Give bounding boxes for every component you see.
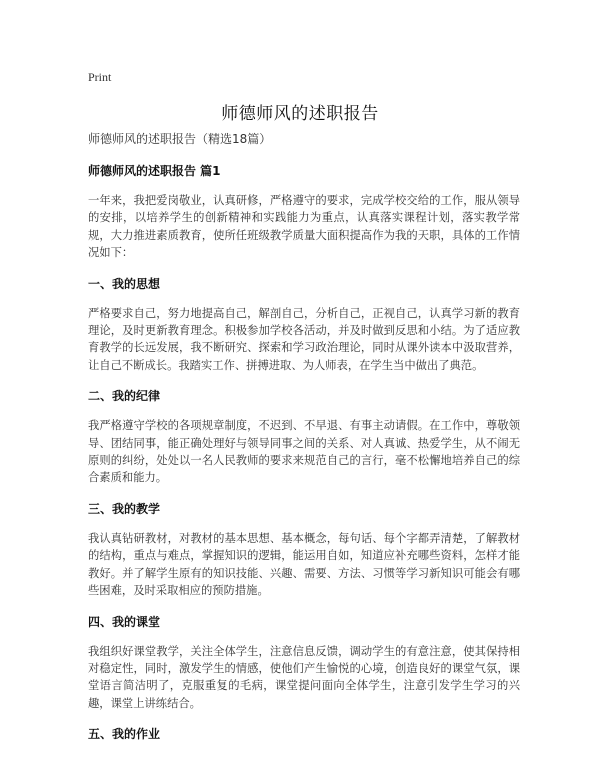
print-link[interactable]: Print: [88, 70, 112, 84]
article-body: [88, 130, 520, 755]
section-paragraph: 我认真钻研教材，对教材的基本思想、基本概念，每句话、每个字都弄清楚，了解教材的结构，重点与难点，掌握知识的逻辑，能运用自如，知道应补充哪些资料，怎样才能教好。并了解学生原有的知识技能、兴趣、需要、方法、习惯等学习新知识可能会有哪些困难，及时采取相应的预防措施。: [88, 531, 520, 598]
section-heading: 三、我的教学: [88, 501, 161, 516]
section-heading: 一、我的思想: [88, 276, 161, 291]
section-paragraph: 我组织好课堂教学，关注全体学生，注意信息反馈，调动学生的有意注意，使其保持相对稳定性，同时，激发学生的情感，使他们产生愉悦的心境，创造良好的课堂气氛，课堂语言简洁明了，克服重复的毛病，课堂提问面向全体学生，注意引发学生学习的兴趣，课堂上讲练结合。: [88, 644, 520, 710]
page-title: 师德师风的述职报告: [221, 104, 379, 124]
section-paragraph: 我严格遵守学校的各项规章制度，不迟到、不早退、有事主动请假。在工作中，尊敬领导、团结同事，能正确处理好与领导同事之间的关系、对人真诚、热爱学生，从不闹无原则的纠纷，处处以一名人民教师的要求来规范自己的言行，毫不松懈地培养自己的综合素质和能力。: [88, 419, 520, 485]
section-heading: 五、我的作业: [88, 727, 161, 742]
section-paragraph: 严格要求自己，努力地提高自己，解剖自己，分析自己，正视自己，认真学习新的教育理论，及时更新教育理念。积极参加学校各活动，并及时做到反思和小结。为了适应教育教学的长远发展，我不断研究、探索和学习政治理论，同时从课外读本中汲取营养，让自己不断成长。我踏实工作、拼搏进取、为人师表，在学生当中做出了典范。: [88, 306, 520, 372]
section-heading: 四、我的课堂: [88, 614, 161, 629]
section-heading: 二、我的纪律: [88, 389, 161, 404]
article-heading: 师德师风的述职报告 篇1: [88, 164, 221, 178]
intro-paragraph: 一年来，我把爱岗敬业，认真研修，严格遵守的要求，完成学校交给的工作，服从领导的安排，以培养学生的创新精神和实践能力为重点，认真落实课程计划，落实教学常规，大力推进素质教育，使所任班级教学质量大面积提高作为我的天职，具体的工作情况如下：: [88, 194, 520, 260]
subtitle: 师德师风的述职报告（精选18篇）: [88, 132, 272, 146]
